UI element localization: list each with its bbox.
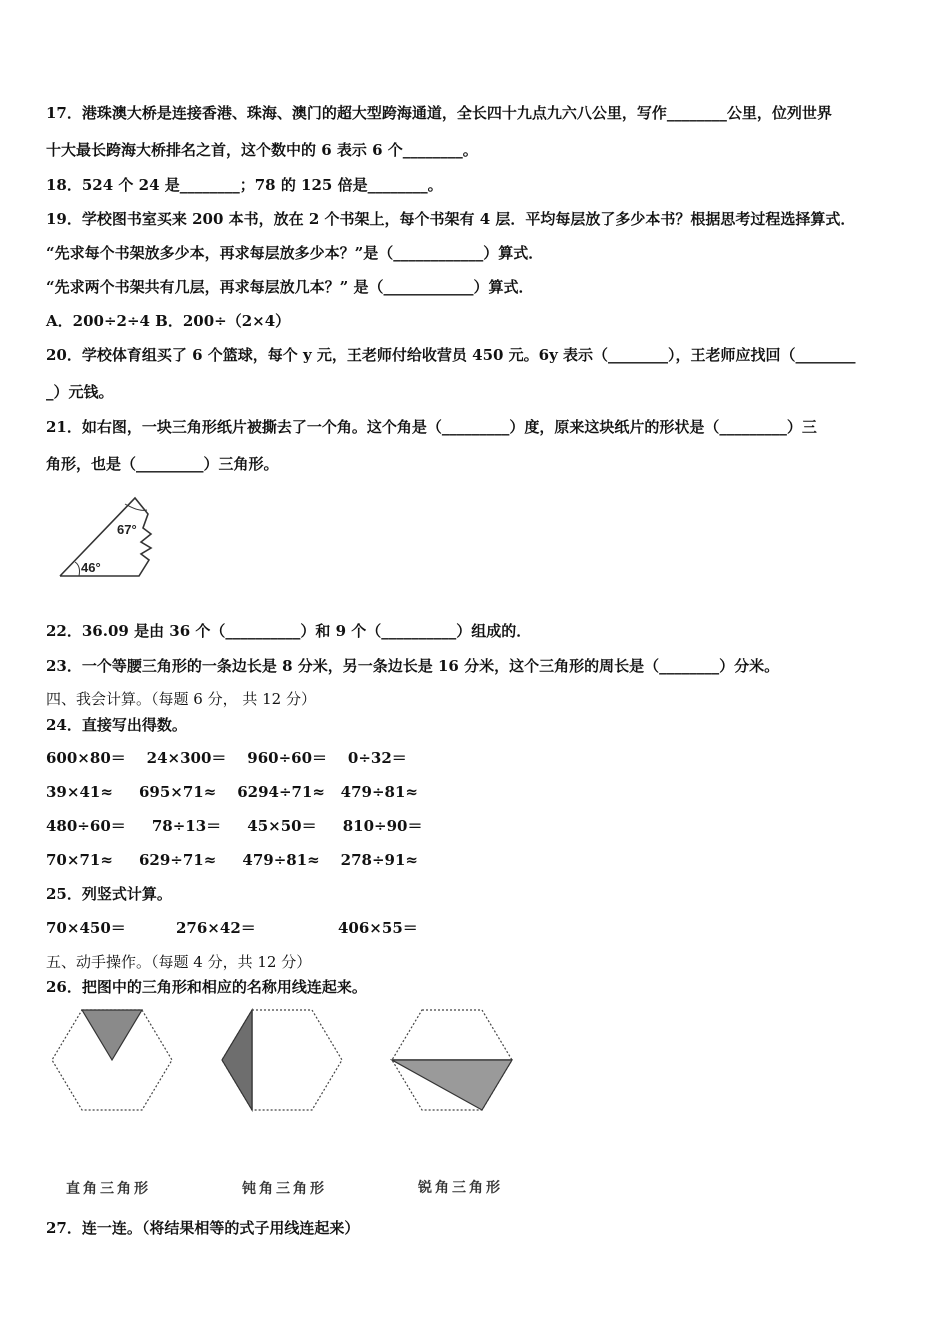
q21-line2: 角形，也是（_________）三角形。 xyxy=(46,455,279,473)
q18-text: 18．524 个 24 是________；78 的 125 倍是________。 xyxy=(46,176,443,194)
q24-row3: 480÷60＝ 78÷13＝ 45×50＝ 810÷90＝ xyxy=(46,817,423,835)
q23-text: 23．一个等腰三角形的一条边长是 8 分米，另一条边长是 16 分米，这个三角形的周长是（________）分米。 xyxy=(46,657,780,675)
left-angle-arc xyxy=(75,562,80,576)
q24-title: 24．直接写出得数。 xyxy=(46,716,187,734)
q19-line2: “先求每个书架放多少本，再求每层放多少本？”是（____________）算式． xyxy=(46,244,544,262)
shaded-triangle xyxy=(392,1060,512,1110)
q26-title: 26．把图中的三角形和相应的名称用线连起来。 xyxy=(46,978,367,996)
q20-line2: _）元钱。 xyxy=(46,383,114,401)
hexagon-figure-2 xyxy=(220,1004,346,1116)
q25-expr1: 70×450＝ xyxy=(46,919,126,937)
label-right-triangle: 直角三角形 xyxy=(66,1181,151,1197)
q24-row2: 39×41≈ 695×71≈ 6294÷71≈ 479÷81≈ xyxy=(46,783,418,801)
q21-line1: 21．如右图，一块三角形纸片被撕去了一个角。这个角是（_________）度，原来这块纸片的形状是（_________）三 xyxy=(46,418,817,436)
hexagon-figure-3 xyxy=(390,1004,516,1116)
label-obtuse-triangle: 钝角三角形 xyxy=(242,1181,327,1197)
q25-expr2: 276×42＝ xyxy=(176,919,256,937)
q19-options: A．200÷2÷4 B．200÷（2×4） xyxy=(46,312,291,330)
q20-line1: 20．学校体育组买了 6 个篮球，每个 y 元，王老师付给收营员 450 元。6y 表示（________），王老师应找回（________ xyxy=(46,346,856,364)
q25-title: 25．列竖式计算。 xyxy=(46,885,172,903)
q22-text: 22．36.09 是由 36 个（__________）和 9 个（__________）组成的． xyxy=(46,622,532,640)
q27-text: 27．连一连。（将结果相等的式子用线连起来） xyxy=(46,1219,360,1237)
shaded-triangle xyxy=(82,1010,142,1060)
q17-line1: 17．港珠澳大桥是连接香港、珠海、澳门的超大型跨海通道，全长四十九点九六八公里，写作________公里，位列世界 xyxy=(46,104,832,122)
section-4-heading: 四、我会计算。（每题 6 分， 共 12 分） xyxy=(46,690,316,708)
q17-line2: 十大最长跨海大桥排名之首，这个数中的 6 表示 6 个________。 xyxy=(46,141,478,159)
hexagon-figure-1 xyxy=(50,1004,176,1116)
q19-line1: 19．学校图书室买来 200 本书，放在 2 个书架上，每个书架有 4 层．平均每层放了多少本书？根据思考过程选择算式． xyxy=(46,210,856,228)
section-5-heading: 五、动手操作。（每题 4 分，共 12 分） xyxy=(46,953,312,971)
q24-row4: 70×71≈ 629÷71≈ 479÷81≈ 278÷91≈ xyxy=(46,851,418,869)
angle-label-67: 67° xyxy=(117,522,137,537)
label-acute-triangle: 锐角三角形 xyxy=(418,1180,503,1196)
shaded-triangle xyxy=(222,1010,252,1110)
torn-triangle-figure xyxy=(55,490,165,582)
q24-row1: 600×80＝ 24×300＝ 960÷60＝ 0÷32＝ xyxy=(46,749,407,767)
q19-line3: “先求两个书架共有几层，再求每层放几本？” 是（____________）算式． xyxy=(46,278,534,296)
angle-label-46: 46° xyxy=(81,560,101,575)
q25-expr3: 406×55＝ xyxy=(338,919,418,937)
